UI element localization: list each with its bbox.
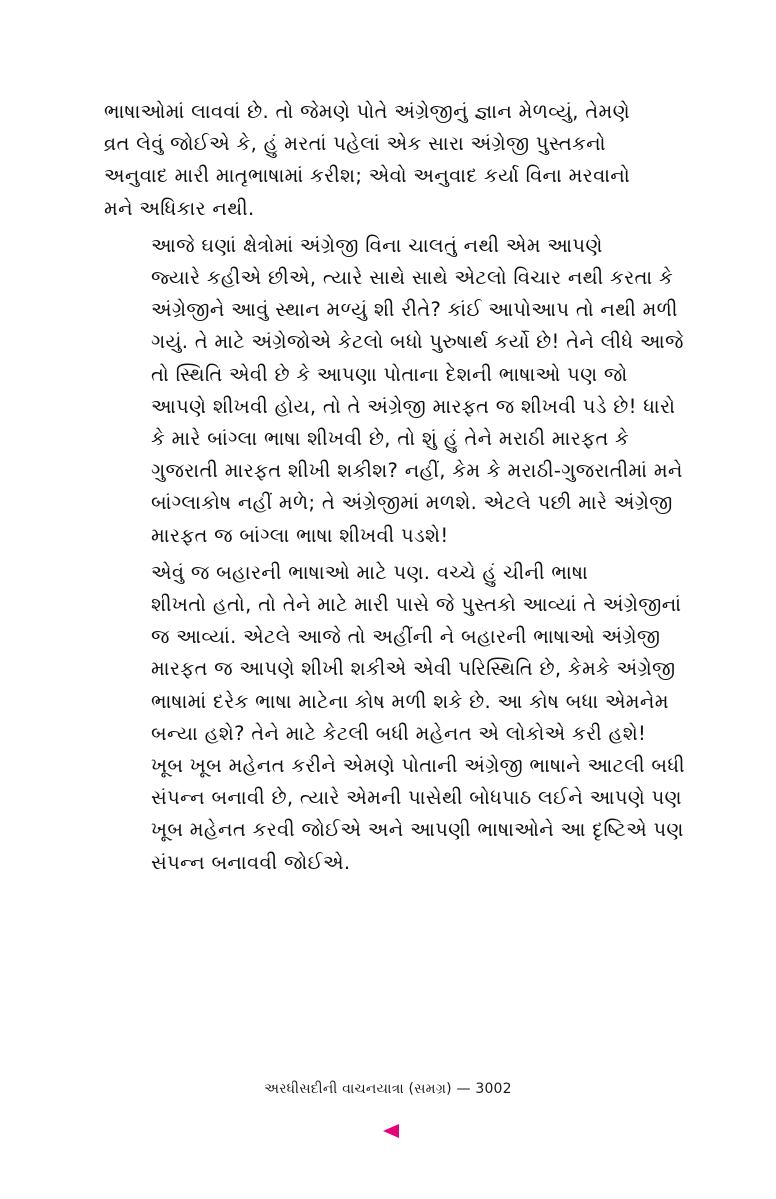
text-line: મારફત જ આપણે શીખી શકીએ એવી પરિસ્થિતિ છે, કેમકે અંગ્રેજી (151, 657, 676, 681)
text-line: શીખતો હતો, તો તેને માટે મારી પાસે જે પુસ્તકો આવ્યાં તે અંગ્રેજીનાં (151, 593, 682, 617)
text-line: ખૂબ ખૂબ મહેનત કરીને એમણે પોતાની અંગ્રેજી ભાષાને આટલી બધી (151, 754, 685, 778)
text-line: બાંગ્લાકોષ નહીં મળે; તે અંગ્રેજીમાં મળશે. એટલે પછી મારે અંગ્રેજી (151, 491, 673, 515)
text-line: જ આવ્યાં. એટલે આજે તો અહીંની ને બહારની ભાષાઓ અંગ્રેજી (151, 625, 661, 649)
page-footer: અરધીસદીની વાચનયાત્રા (સમગ્ર) — 3002 (264, 1081, 512, 1097)
text-line: સંપન્ન બનાવી છે, ત્યારે એમની પાસેથી બોધપાઠ લઈને આપણે પણ (151, 786, 682, 810)
paragraph-3 (104, 557, 685, 879)
paragraph-1 (104, 96, 676, 225)
text-line: ગુજરાતી મારફત શીખી શકીશ? નહીં, કેમ કે મરાઠી-ગુજરાતીમાં મને (151, 459, 683, 483)
text-line: બન્યા હશે? તેને માટે કેટલી બધી મહેનત એ લોકોએ કરી હશે! (151, 721, 647, 745)
paragraph-2 (104, 230, 684, 552)
triangle-left-icon[interactable] (382, 1123, 400, 1139)
text-line: મને અધિકાર નથી. (104, 196, 255, 220)
page-body (104, 96, 685, 879)
text-line: વ્રત લેવું જોઈએ કે, હું મરતાં પહેલાં એક સારા અંગ્રેજી પુસ્તકનો (104, 132, 606, 156)
text-line: અનુવાદ મારી માતૃભાષામાં કરીશ; એવો અનુવાદ કર્યા વિના મરવાનો (104, 164, 630, 188)
text-line: ગયું. તે માટે અંગ્રેજોએ કેટલો બધો પુરુષાર્થ કર્યો છે! તેને લીધે આજે (151, 330, 684, 354)
text-line: મારફત જ બાંગ્લા ભાષા શીખવી પડશે! (151, 523, 449, 547)
text-line: કે મારે બાંગ્લા ભાષા શીખવી છે, તો શું હું તેને મરાઠી મારફત કે (151, 427, 630, 451)
text-line: જ્યારે કહીએ છીએ, ત્યારે સાથે સાથે એટલો વિચાર નથી કરતા કે (151, 266, 674, 290)
text-line: અંગ્રેજીને આવું સ્થાન મળ્યું શી રીતે? કાંઈ આપોઆપ તો નથી મળી (151, 298, 678, 322)
text-line: આપણે શીખવી હોય, તો તે અંગ્રેજી મારફત જ શીખવી પડે છે! ધારો (151, 394, 676, 418)
text-line: ખૂબ મહેનત કરવી જોઈએ અને આપણી ભાષાઓને આ દૃષ્ટિએ પણ (151, 818, 684, 842)
text-line: સંપન્ન બનાવવી જોઈએ. (151, 850, 351, 874)
text-line: તો સ્થિતિ એવી છે કે આપણા પોતાના દેશની ભાષાઓ પણ જો (151, 362, 628, 386)
text-line: ભાષામાં દરેક ભાષા માટેના કોષ મળી શકે છે. આ કોષ બધા એમનેમ (151, 689, 669, 713)
text-line: આજે ઘણાં ક્ષેત્રોમાં અંગ્રેજી વિના ચાલતું નથી એમ આપણે (151, 233, 603, 257)
text-line: ભાષાઓમાં લાવવાં છે. તો જેમણે પોતે અંગ્રેજીનું જ્ઞાન મેળવ્યું, તેમણે (104, 100, 630, 123)
text-line: એવું જ બહારની ભાષાઓ માટે પણ. વચ્ચે હું ચીની ભાષા (151, 560, 589, 584)
